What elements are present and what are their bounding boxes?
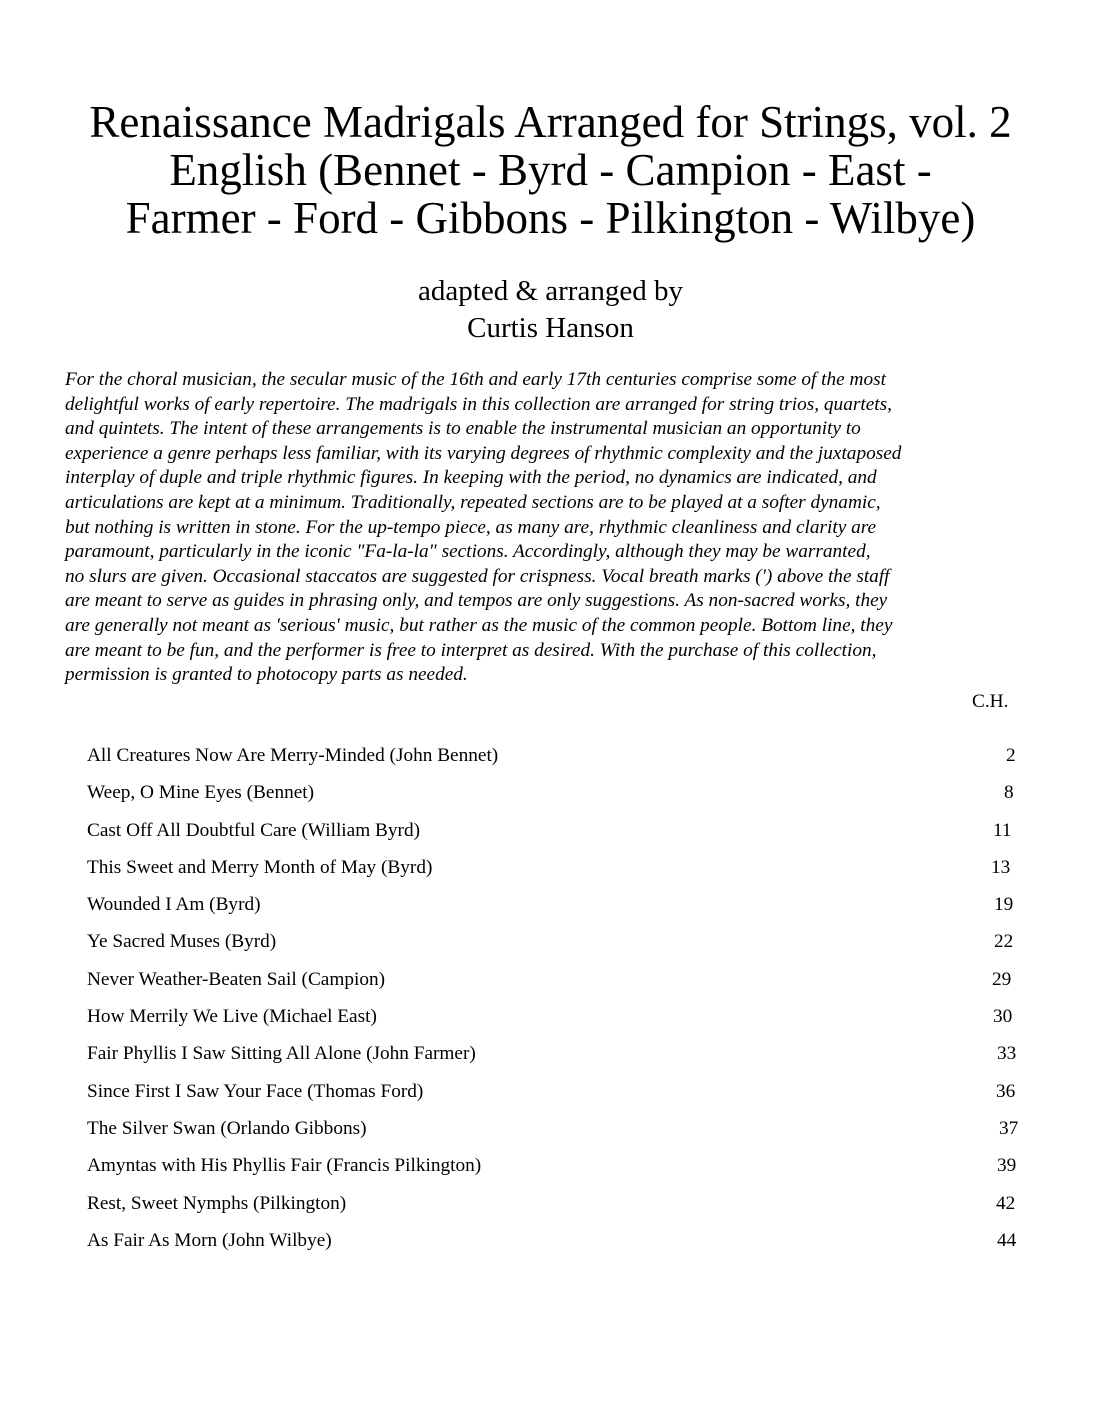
toc-entry-page: 36 <box>996 1080 1016 1102</box>
toc-entry-title: Cast Off All Doubtful Care (William Byrd) <box>87 819 421 841</box>
toc-entry-page: 37 <box>999 1117 1019 1139</box>
toc-entry <box>87 893 1019 930</box>
signature-initials: C.H. <box>972 691 1009 712</box>
introduction <box>65 368 1045 688</box>
intro-line: permission is granted to photocopy parts as needed. <box>65 664 468 686</box>
intro-line: are meant to serve as guides in phrasing only, and tempos are only suggestions. As non-sacred works, they <box>65 590 888 612</box>
toc-entry <box>87 819 1019 856</box>
toc-entry-page: 33 <box>997 1043 1017 1065</box>
toc-entry <box>87 1192 1019 1229</box>
title-line: English (Bennet - Byrd - Campion - East - <box>169 145 932 195</box>
toc-entry-page: 29 <box>992 968 1012 990</box>
intro-line: experience a genre perhaps less familiar, with its varying degrees of rhythmic complexity and the juxtaposed <box>65 442 902 464</box>
title-line: Renaissance Madrigals Arranged for Strings, vol. 2 <box>89 97 1012 147</box>
toc-entry-title: How Merrily We Live (Michael East) <box>87 1006 377 1028</box>
toc-entry-title: Weep, O Mine Eyes (Bennet) <box>87 782 315 804</box>
toc-entry-title: This Sweet and Merry Month of May (Byrd) <box>87 856 433 878</box>
toc-entry <box>87 930 1019 967</box>
toc-entry-title: Wounded I Am (Byrd) <box>87 894 261 916</box>
toc-entry-page: 44 <box>997 1229 1017 1251</box>
toc-entry-title: Never Weather-Beaten Sail (Campion) <box>87 968 386 990</box>
toc-entry <box>87 1117 1019 1154</box>
author-name: Curtis Hanson <box>467 312 634 344</box>
toc-entry-title: Since First I Saw Your Face (Thomas Ford) <box>87 1080 424 1102</box>
intro-line: no slurs are given. Occasional staccatos are suggested for crispness. Vocal breath marks (') above the staff <box>65 565 890 587</box>
toc-entry <box>87 1042 1019 1079</box>
toc-entry <box>87 1080 1019 1117</box>
toc-entry <box>87 856 1019 893</box>
toc-entry-title: Fair Phyllis I Saw Sitting All Alone (John Farmer) <box>87 1043 476 1065</box>
intro-line: For the choral musician, the secular music of the 16th and early 17th centuries comprise some of the most <box>65 369 886 390</box>
intro-line: are generally not meant as 'serious' music, but rather as the music of the common people. Bottom line, they <box>65 614 893 636</box>
toc-entry-title: As Fair As Morn (John Wilbye) <box>87 1229 332 1251</box>
toc-entry-title: Amyntas with His Phyllis Fair (Francis Pilkington) <box>87 1155 482 1177</box>
document-title <box>0 98 1101 242</box>
toc-entry-title: The Silver Swan (Orlando Gibbons) <box>87 1117 367 1139</box>
intro-line: interplay of duple and triple rhythmic figures. In keeping with the period, no dynamics are indicated, and <box>65 467 877 489</box>
intro-line: and quintets. The intent of these arrangements is to enable the instrumental musician an opportunity to <box>65 418 861 440</box>
toc-entry-page: 30 <box>993 1006 1013 1028</box>
toc-entry-title: Ye Sacred Muses (Byrd) <box>87 931 277 953</box>
toc-entry <box>87 1154 1019 1191</box>
intro-line: delightful works of early repertoire. The madrigals in this collection are arranged for string trios, quartets, <box>65 393 892 415</box>
toc-entry <box>87 968 1019 1005</box>
title-line: Farmer - Ford - Gibbons - Pilkington - Wilbye) <box>125 193 976 243</box>
toc-entry-page: 8 <box>1004 782 1014 804</box>
toc-entry-page: 42 <box>996 1192 1016 1214</box>
intro-line: paramount, particularly in the iconic "Fa-la-la" sections. Accordingly, although they may be warranted, <box>65 541 871 563</box>
toc-entry <box>87 1229 1019 1266</box>
toc-entry-title: Rest, Sweet Nymphs (Pilkington) <box>87 1192 347 1214</box>
toc-entry <box>87 744 1019 781</box>
intro-line: articulations are kept at a minimum. Traditionally, repeated sections are to be played at a softer dynamic, <box>65 491 881 513</box>
toc-entry-page: 2 <box>1006 745 1016 766</box>
intro-line: are meant to be fun, and the performer is free to interpret as desired. With the purchase of this collection, <box>65 639 877 661</box>
intro-line: but nothing is written in stone. For the up-tempo piece, as many are, rhythmic cleanliness and clarity are <box>65 516 877 538</box>
toc-entry <box>87 781 1019 818</box>
byline-line: adapted & arranged by <box>418 275 683 307</box>
toc-entry-page: 11 <box>993 819 1012 841</box>
toc-entry-page: 13 <box>991 856 1011 878</box>
table-of-contents <box>87 744 1019 1266</box>
toc-entry-page: 22 <box>994 931 1014 953</box>
toc-entry <box>87 1005 1019 1042</box>
toc-entry-page: 39 <box>997 1155 1017 1177</box>
byline <box>0 273 1101 347</box>
toc-entry-title: All Creatures Now Are Merry-Minded (John Bennet) <box>87 745 499 766</box>
toc-entry-page: 19 <box>994 894 1014 916</box>
